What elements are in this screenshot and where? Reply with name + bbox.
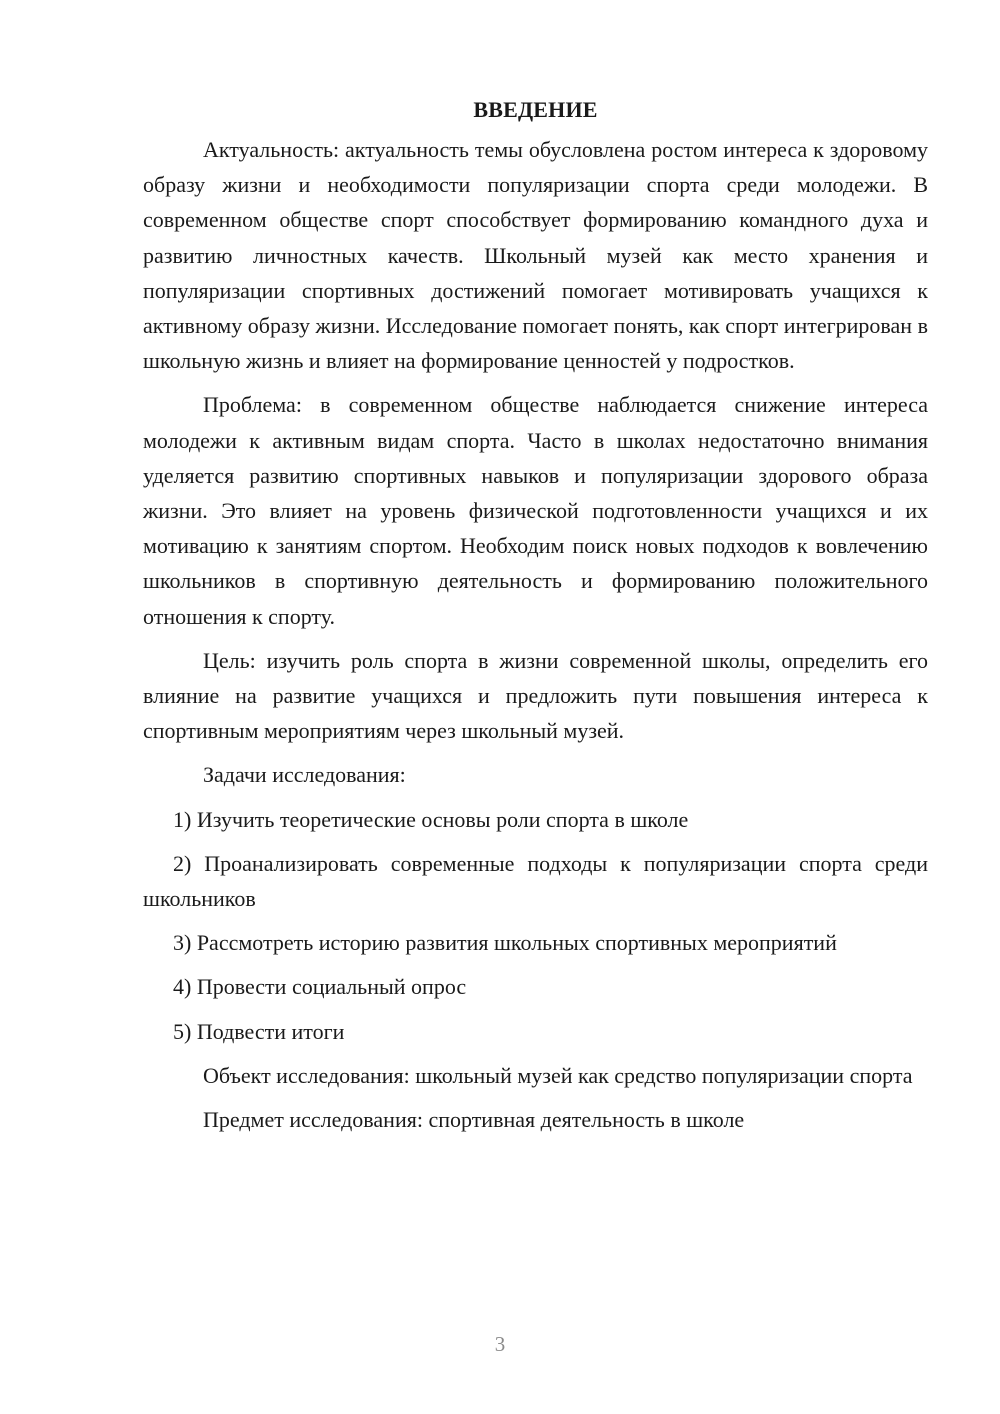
problem-paragraph: Проблема: в современном обществе наблюдается снижение интереса молодежи к активным видам спорта. Часто в школах недостаточно внимания уделяется развитию спортивных навыков и популяризации здорового образа жизни. Это влияет на уровень физической подготовленности учащихся и их мотивацию к занятиям спортом. Необходим поиск новых подходов к вовлечению школьников в спортивную деятельность и формированию положительного отношения к спорту. <box>143 392 928 629</box>
tasks-heading: Задачи исследования: <box>203 762 406 788</box>
task-item-3: 3) Рассмотреть историю развития школьных спортивных мероприятий <box>173 930 837 956</box>
task-item-2: 2) Проанализировать современные подходы к популяризации спорта среди школьников <box>143 850 928 912</box>
relevance-paragraph: Актуальность: актуальность темы обусловлена ростом интереса к здоровому образу жизни и необходимости популяризации спорта среди молодежи. В современном обществе спорт способствует формированию командного духа и развитию личностных качеств. Школьный музей как место хранения и популяризации спортивных достижений помогает мотивировать учащихся к активному образу жизни. Исследование помогает понять, как спорт интегрирован в школьную жизнь и влияет на формирование ценностей у подростков. <box>143 137 928 374</box>
task-item-5: 5) Подвести итоги <box>173 1018 345 1044</box>
document-page <box>143 92 928 1137</box>
task-item-4: 4) Провести социальный опрос <box>173 974 467 1000</box>
goal-paragraph: Цель: изучить роль спорта в жизни современной школы, определить его влияние на развитие учащихся и предложить пути повышения интереса к спортивным мероприятиям через школьный музей. <box>143 647 928 744</box>
object-paragraph: Объект исследования: школьный музей как средство популяризации спорта <box>203 1062 913 1088</box>
page-number: 3 <box>494 1332 506 1356</box>
page-title: ВВЕДЕНИЕ <box>473 97 598 122</box>
subject-paragraph: Предмет исследования: спортивная деятельность в школе <box>203 1107 745 1133</box>
task-item-1: 1) Изучить теоретические основы роли спорта в школе <box>173 806 689 832</box>
